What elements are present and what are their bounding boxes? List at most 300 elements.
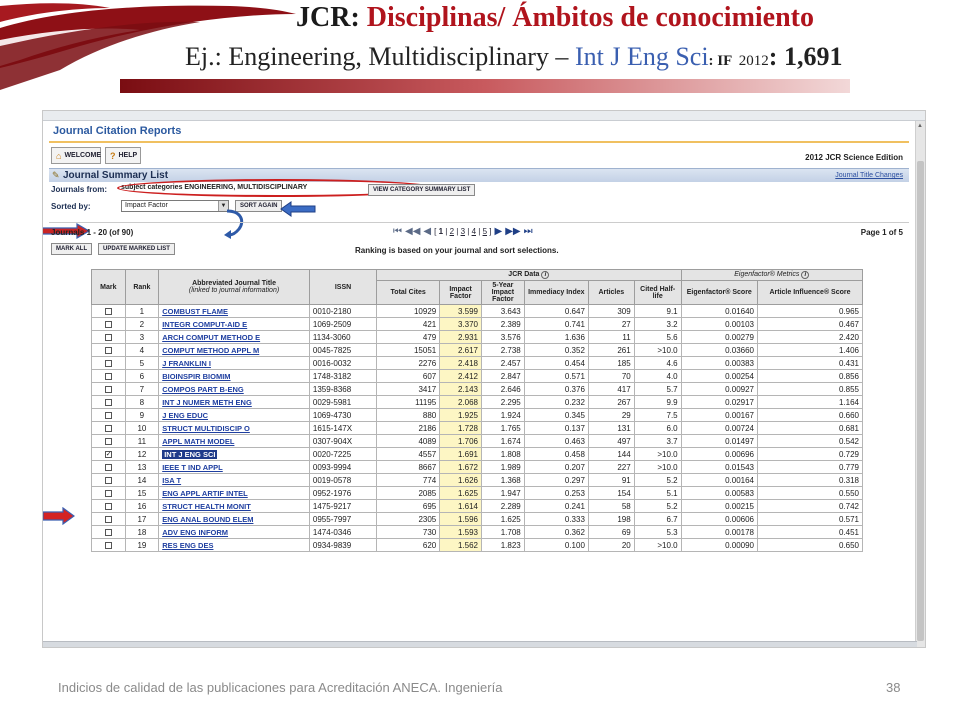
mark-checkbox[interactable] bbox=[105, 542, 112, 549]
cell-5yr-if: 2.847 bbox=[481, 370, 524, 383]
journals-range: Journals 1 - 20 (of 90) bbox=[51, 228, 134, 237]
header-issn: ISSN bbox=[309, 270, 376, 305]
header-jcr-data: JCR Data i bbox=[377, 270, 682, 281]
cell-rank: 14 bbox=[125, 474, 159, 487]
cell-mark bbox=[92, 318, 126, 331]
journal-title-link[interactable]: INT J NUMER METH ENG bbox=[162, 397, 252, 407]
cell-immediacy: 0.207 bbox=[524, 461, 588, 474]
cell-eigen-score: 0.00279 bbox=[681, 331, 757, 344]
cell-impact-factor: 1.728 bbox=[440, 422, 482, 435]
cell-issn: 1475-9217 bbox=[309, 500, 376, 513]
slide-title: JCR: Disciplinas/ Ámbitos de conocimiento bbox=[296, 2, 814, 33]
cell-total-cites: 2305 bbox=[377, 513, 440, 526]
cell-articles: 20 bbox=[588, 539, 634, 552]
journal-title-link[interactable]: BIOINSPIR BIOMIM bbox=[162, 371, 231, 381]
cell-mark bbox=[92, 305, 126, 318]
mark-checkbox[interactable] bbox=[105, 399, 112, 406]
cell-rank: 1 bbox=[125, 305, 159, 318]
cell-rank: 17 bbox=[125, 513, 159, 526]
table-row bbox=[92, 435, 863, 448]
cell-immediacy: 0.362 bbox=[524, 526, 588, 539]
title-changes-link[interactable]: Journal Title Changes bbox=[835, 172, 903, 179]
mark-checkbox[interactable] bbox=[105, 438, 112, 445]
journal-title-link[interactable]: COMBUST FLAME bbox=[162, 306, 229, 316]
cell-article-influence: 2.420 bbox=[758, 331, 863, 344]
cell-title bbox=[159, 461, 310, 474]
mark-checkbox[interactable] bbox=[105, 490, 112, 497]
note-icon: ✎ bbox=[52, 170, 60, 180]
cell-title bbox=[159, 409, 310, 422]
mark-checkbox[interactable] bbox=[105, 464, 112, 471]
cell-title bbox=[159, 318, 310, 331]
journal-title-link[interactable]: COMPOS PART B-ENG bbox=[162, 384, 244, 394]
cell-impact-factor: 2.418 bbox=[440, 357, 482, 370]
cell-5yr-if: 1.924 bbox=[481, 409, 524, 422]
cell-article-influence: 0.856 bbox=[758, 370, 863, 383]
info-icon[interactable]: i bbox=[541, 271, 549, 279]
slide-footer: Indicios de calidad de las publicaciones para Acreditación ANECA. Ingeniería bbox=[58, 680, 503, 695]
journal-title-link[interactable]: ISA T bbox=[162, 475, 182, 485]
mark-checkbox[interactable] bbox=[105, 334, 112, 341]
cell-total-cites: 774 bbox=[377, 474, 440, 487]
next-page-icon[interactable]: ▶ bbox=[494, 226, 503, 237]
cell-5yr-if: 1.708 bbox=[481, 526, 524, 539]
cell-immediacy: 0.741 bbox=[524, 318, 588, 331]
cell-rank: 10 bbox=[125, 422, 159, 435]
journal-title-link[interactable]: J FRANKLIN I bbox=[162, 358, 211, 368]
mark-checkbox[interactable] bbox=[105, 347, 112, 354]
jcr-logo: Journal Citation Reports bbox=[53, 125, 182, 137]
chevron-down-icon[interactable]: ▼ bbox=[218, 201, 228, 211]
header-articles: Articles bbox=[588, 281, 634, 305]
cell-total-cites: 3417 bbox=[377, 383, 440, 396]
cell-half-life: 5.2 bbox=[634, 474, 681, 487]
cell-impact-factor: 1.925 bbox=[440, 409, 482, 422]
cell-5yr-if: 1.625 bbox=[481, 513, 524, 526]
mark-checkbox[interactable] bbox=[105, 503, 112, 510]
cell-article-influence: 1.164 bbox=[758, 396, 863, 409]
cell-eigen-score: 0.01640 bbox=[681, 305, 757, 318]
mark-checkbox[interactable] bbox=[105, 516, 112, 523]
journal-title-link[interactable]: ARCH COMPUT METHOD E bbox=[162, 332, 261, 342]
section-divider bbox=[49, 222, 909, 223]
cell-article-influence: 0.965 bbox=[758, 305, 863, 318]
table-row bbox=[92, 370, 863, 383]
cell-immediacy: 0.253 bbox=[524, 487, 588, 500]
cell-rank: 9 bbox=[125, 409, 159, 422]
cell-immediacy: 0.352 bbox=[524, 344, 588, 357]
cell-5yr-if: 2.738 bbox=[481, 344, 524, 357]
cell-title bbox=[159, 539, 310, 552]
cell-5yr-if: 1.808 bbox=[481, 448, 524, 461]
cell-eigen-score: 0.00103 bbox=[681, 318, 757, 331]
cell-articles: 417 bbox=[588, 383, 634, 396]
journal-title-link[interactable]: STRUCT MULTIDISCIP O bbox=[162, 423, 250, 433]
cell-articles: 267 bbox=[588, 396, 634, 409]
cell-issn: 1474-0346 bbox=[309, 526, 376, 539]
cell-title bbox=[159, 331, 310, 344]
cell-eigen-score: 0.00167 bbox=[681, 409, 757, 422]
first-page-icon[interactable]: ⏮ bbox=[393, 226, 402, 237]
cell-rank: 11 bbox=[125, 435, 159, 448]
journal-title-link[interactable]: APPL MATH MODEL bbox=[162, 436, 235, 446]
cell-immediacy: 0.297 bbox=[524, 474, 588, 487]
header-half-life: Cited Half-life bbox=[634, 281, 681, 305]
cell-mark bbox=[92, 370, 126, 383]
cell-mark bbox=[92, 448, 126, 461]
header-5yr-if: 5-Year Impact Factor bbox=[481, 281, 524, 305]
view-category-button[interactable]: VIEW CATEGORY SUMMARY LIST bbox=[368, 184, 475, 196]
mark-checkbox[interactable] bbox=[105, 308, 112, 315]
cell-article-influence: 0.550 bbox=[758, 487, 863, 500]
table-row bbox=[92, 474, 863, 487]
cell-impact-factor: 2.068 bbox=[440, 396, 482, 409]
cell-half-life: 9.9 bbox=[634, 396, 681, 409]
slide-page-number: 38 bbox=[886, 680, 901, 695]
mark-checkbox[interactable] bbox=[105, 477, 112, 484]
cell-impact-factor: 1.593 bbox=[440, 526, 482, 539]
cell-rank: 3 bbox=[125, 331, 159, 344]
cell-rank: 15 bbox=[125, 487, 159, 500]
prev-page-icon[interactable]: ◀ bbox=[423, 226, 432, 237]
cell-issn: 0045-7825 bbox=[309, 344, 376, 357]
cell-eigen-score: 0.00583 bbox=[681, 487, 757, 500]
cell-article-influence: 0.742 bbox=[758, 500, 863, 513]
cell-immediacy: 0.376 bbox=[524, 383, 588, 396]
header-impact-factor: Impact Factor bbox=[440, 281, 482, 305]
cell-title bbox=[159, 513, 310, 526]
cell-article-influence: 0.571 bbox=[758, 513, 863, 526]
cell-half-life: 3.7 bbox=[634, 435, 681, 448]
cell-5yr-if: 2.289 bbox=[481, 500, 524, 513]
cell-5yr-if: 1.989 bbox=[481, 461, 524, 474]
cell-title bbox=[159, 370, 310, 383]
cell-total-cites: 479 bbox=[377, 331, 440, 344]
help-button[interactable]: ? HELP bbox=[105, 147, 141, 164]
table-row bbox=[92, 383, 863, 396]
cell-impact-factor: 2.931 bbox=[440, 331, 482, 344]
mark-checkbox[interactable] bbox=[105, 529, 112, 536]
cell-total-cites: 620 bbox=[377, 539, 440, 552]
cell-title bbox=[159, 500, 310, 513]
update-marked-button[interactable]: UPDATE MARKED LIST bbox=[98, 243, 175, 255]
cell-total-cites: 695 bbox=[377, 500, 440, 513]
ranking-note: Ranking is based on your journal and sort selections. bbox=[355, 246, 559, 255]
table-row bbox=[92, 344, 863, 357]
cell-mark bbox=[92, 435, 126, 448]
header-mark: Mark bbox=[92, 270, 126, 305]
cell-immediacy: 0.100 bbox=[524, 539, 588, 552]
cell-title bbox=[159, 344, 310, 357]
cell-title bbox=[159, 448, 310, 461]
table-row bbox=[92, 539, 863, 552]
taskbar-strip bbox=[43, 641, 917, 648]
cell-mark bbox=[92, 409, 126, 422]
cell-impact-factor: 3.599 bbox=[440, 305, 482, 318]
welcome-button[interactable]: ⌂ WELCOME bbox=[51, 147, 101, 164]
table-row bbox=[92, 409, 863, 422]
cell-mark bbox=[92, 487, 126, 500]
cell-immediacy: 0.137 bbox=[524, 422, 588, 435]
cell-articles: 27 bbox=[588, 318, 634, 331]
cell-title bbox=[159, 435, 310, 448]
cell-mark bbox=[92, 461, 126, 474]
cell-articles: 198 bbox=[588, 513, 634, 526]
cell-issn: 1134-3060 bbox=[309, 331, 376, 344]
cell-title bbox=[159, 474, 310, 487]
page-of-label: Page 1 of 5 bbox=[860, 228, 903, 237]
browser-toolbar-strip bbox=[43, 111, 926, 121]
cell-5yr-if: 3.643 bbox=[481, 305, 524, 318]
cell-eigen-score: 0.00696 bbox=[681, 448, 757, 461]
sort-select[interactable]: Impact Factor ▼ bbox=[121, 200, 229, 212]
red-arrow-icon bbox=[43, 507, 75, 525]
question-icon: ? bbox=[110, 150, 116, 161]
cell-impact-factor: 1.626 bbox=[440, 474, 482, 487]
cell-mark bbox=[92, 357, 126, 370]
cell-mark bbox=[92, 344, 126, 357]
mark-checkbox[interactable]: ✓ bbox=[105, 450, 112, 458]
mark-checkbox[interactable] bbox=[105, 360, 112, 367]
cell-issn: 1069-2509 bbox=[309, 318, 376, 331]
cell-5yr-if: 2.457 bbox=[481, 357, 524, 370]
cell-article-influence: 0.431 bbox=[758, 357, 863, 370]
last-page-icon[interactable]: ⏭ bbox=[523, 226, 533, 237]
cell-half-life: >10.0 bbox=[634, 461, 681, 474]
table-row bbox=[92, 305, 863, 318]
cell-articles: 497 bbox=[588, 435, 634, 448]
blue-arrow-icon bbox=[279, 201, 317, 217]
cell-5yr-if: 1.765 bbox=[481, 422, 524, 435]
cell-mark bbox=[92, 526, 126, 539]
cell-half-life: 5.6 bbox=[634, 331, 681, 344]
cell-issn: 0020-7225 bbox=[309, 448, 376, 461]
cell-rank: 19 bbox=[125, 539, 159, 552]
cell-impact-factor: 2.412 bbox=[440, 370, 482, 383]
cell-mark bbox=[92, 331, 126, 344]
journal-title-link[interactable]: COMPUT METHOD APPL M bbox=[162, 345, 260, 355]
journal-title-link[interactable]: ENG APPL ARTIF INTEL bbox=[162, 488, 248, 498]
header-title: Abbreviated Journal Title (linked to journal information) bbox=[159, 270, 310, 305]
cell-total-cites: 421 bbox=[377, 318, 440, 331]
cell-5yr-if: 1.947 bbox=[481, 487, 524, 500]
journal-title-link[interactable]: IEEE T IND APPL bbox=[162, 462, 223, 472]
cell-mark bbox=[92, 539, 126, 552]
table-row bbox=[92, 357, 863, 370]
cell-title bbox=[159, 487, 310, 500]
cell-immediacy: 1.636 bbox=[524, 331, 588, 344]
mark-checkbox[interactable] bbox=[105, 386, 112, 393]
cell-issn: 0019-0578 bbox=[309, 474, 376, 487]
header-rank: Rank bbox=[125, 270, 159, 305]
cell-articles: 227 bbox=[588, 461, 634, 474]
cell-impact-factor: 1.691 bbox=[440, 448, 482, 461]
cell-impact-factor: 3.370 bbox=[440, 318, 482, 331]
cell-issn: 0934-9839 bbox=[309, 539, 376, 552]
cell-articles: 70 bbox=[588, 370, 634, 383]
cell-immediacy: 0.333 bbox=[524, 513, 588, 526]
house-icon: ⌂ bbox=[56, 150, 62, 161]
cell-article-influence: 0.681 bbox=[758, 422, 863, 435]
cell-issn: 0016-0032 bbox=[309, 357, 376, 370]
cell-eigen-score: 0.01543 bbox=[681, 461, 757, 474]
cell-half-life: 5.2 bbox=[634, 500, 681, 513]
cell-issn: 0955-7997 bbox=[309, 513, 376, 526]
cell-immediacy: 0.463 bbox=[524, 435, 588, 448]
cell-articles: 29 bbox=[588, 409, 634, 422]
mark-checkbox[interactable] bbox=[105, 321, 112, 328]
sort-again-button[interactable]: SORT AGAIN bbox=[235, 200, 282, 212]
cell-articles: 185 bbox=[588, 357, 634, 370]
cell-eigen-score: 0.00178 bbox=[681, 526, 757, 539]
table-row bbox=[92, 331, 863, 344]
cell-rank: 16 bbox=[125, 500, 159, 513]
cell-total-cites: 607 bbox=[377, 370, 440, 383]
table-row bbox=[92, 500, 863, 513]
journals-from-label: Journals from: bbox=[51, 185, 108, 194]
prev-fast-icon[interactable]: ◀◀ bbox=[405, 226, 421, 237]
cell-half-life: 5.1 bbox=[634, 487, 681, 500]
cell-issn: 0029-5981 bbox=[309, 396, 376, 409]
cell-issn: 0010-2180 bbox=[309, 305, 376, 318]
page-link[interactable]: 2 bbox=[449, 227, 455, 236]
cell-article-influence: 1.406 bbox=[758, 344, 863, 357]
cell-half-life: 3.2 bbox=[634, 318, 681, 331]
journal-title-link[interactable]: STRUCT HEALTH MONIT bbox=[162, 501, 251, 511]
table-row bbox=[92, 422, 863, 435]
cell-issn: 0093-9994 bbox=[309, 461, 376, 474]
mark-checkbox[interactable] bbox=[105, 425, 112, 432]
cell-total-cites: 730 bbox=[377, 526, 440, 539]
cell-eigen-score: 0.03660 bbox=[681, 344, 757, 357]
cell-immediacy: 0.454 bbox=[524, 357, 588, 370]
cell-eigen-score: 0.00724 bbox=[681, 422, 757, 435]
cell-impact-factor: 1.596 bbox=[440, 513, 482, 526]
cell-article-influence: 0.855 bbox=[758, 383, 863, 396]
cell-eigen-score: 0.02917 bbox=[681, 396, 757, 409]
edition-label: 2012 JCR Science Edition bbox=[805, 153, 903, 162]
cell-total-cites: 880 bbox=[377, 409, 440, 422]
cell-rank: 6 bbox=[125, 370, 159, 383]
page-link[interactable]: 4 bbox=[471, 227, 477, 236]
cell-rank: 12 bbox=[125, 448, 159, 461]
cell-articles: 261 bbox=[588, 344, 634, 357]
cell-articles: 58 bbox=[588, 500, 634, 513]
table-row bbox=[92, 487, 863, 500]
jcr-screenshot bbox=[42, 110, 926, 648]
header-eigen-score: Eigenfactor® Score bbox=[681, 281, 757, 305]
cell-mark bbox=[92, 383, 126, 396]
cell-total-cites: 2085 bbox=[377, 487, 440, 500]
cell-article-influence: 0.660 bbox=[758, 409, 863, 422]
cell-article-influence: 0.729 bbox=[758, 448, 863, 461]
cell-total-cites: 11195 bbox=[377, 396, 440, 409]
cell-eigen-score: 0.00215 bbox=[681, 500, 757, 513]
table-row bbox=[92, 526, 863, 539]
cell-5yr-if: 1.368 bbox=[481, 474, 524, 487]
mark-checkbox[interactable] bbox=[105, 412, 112, 419]
cell-issn: 0952-1976 bbox=[309, 487, 376, 500]
sorted-by-label: Sorted by: bbox=[51, 202, 91, 211]
cell-article-influence: 0.318 bbox=[758, 474, 863, 487]
cell-immediacy: 0.232 bbox=[524, 396, 588, 409]
cell-half-life: 9.1 bbox=[634, 305, 681, 318]
table-row bbox=[92, 448, 863, 461]
cell-rank: 13 bbox=[125, 461, 159, 474]
scroll-thumb[interactable] bbox=[917, 161, 924, 641]
cell-issn: 1748-3182 bbox=[309, 370, 376, 383]
cell-title bbox=[159, 422, 310, 435]
journal-title-link[interactable]: INT J ENG SCI bbox=[164, 449, 216, 459]
header-article-influence: Article Influence® Score bbox=[758, 281, 863, 305]
cell-articles: 69 bbox=[588, 526, 634, 539]
table-row bbox=[92, 396, 863, 409]
cell-rank: 8 bbox=[125, 396, 159, 409]
subject-category: subject categories ENGINEERING, MULTIDISCIPLINARY bbox=[121, 184, 308, 191]
cell-impact-factor: 2.617 bbox=[440, 344, 482, 357]
cell-half-life: 5.7 bbox=[634, 383, 681, 396]
cell-total-cites: 2186 bbox=[377, 422, 440, 435]
page-link[interactable]: 5 bbox=[482, 227, 488, 236]
cell-mark bbox=[92, 422, 126, 435]
scroll-up-icon[interactable]: ▲ bbox=[917, 123, 923, 129]
cell-eigen-score: 0.00383 bbox=[681, 357, 757, 370]
cell-articles: 91 bbox=[588, 474, 634, 487]
cell-issn: 1359-8368 bbox=[309, 383, 376, 396]
table-row bbox=[92, 318, 863, 331]
curved-arrow-icon bbox=[221, 207, 251, 239]
cell-article-influence: 0.650 bbox=[758, 539, 863, 552]
cell-rank: 2 bbox=[125, 318, 159, 331]
page-links: [ 1 | 2 | 3 | 4 | 5 ] bbox=[434, 227, 492, 236]
cell-half-life: 5.3 bbox=[634, 526, 681, 539]
info-icon[interactable]: i bbox=[801, 271, 809, 279]
table-row bbox=[92, 513, 863, 526]
page-link[interactable]: 3 bbox=[460, 227, 466, 236]
journal-title-link[interactable]: INTEGR COMPUT-AID E bbox=[162, 319, 248, 329]
journal-title-link[interactable]: ADV ENG INFORM bbox=[162, 527, 229, 537]
cell-eigen-score: 0.00090 bbox=[681, 539, 757, 552]
cell-title bbox=[159, 383, 310, 396]
cell-issn: 1615-147X bbox=[309, 422, 376, 435]
cell-issn: 1069-4730 bbox=[309, 409, 376, 422]
journal-title-link[interactable]: J ENG EDUC bbox=[162, 410, 209, 420]
header-total-cites: Total Cites bbox=[377, 281, 440, 305]
cell-rank: 4 bbox=[125, 344, 159, 357]
cell-mark bbox=[92, 513, 126, 526]
mark-checkbox[interactable] bbox=[105, 373, 112, 380]
journal-title-link[interactable]: RES ENG DES bbox=[162, 540, 214, 550]
cell-5yr-if: 2.295 bbox=[481, 396, 524, 409]
cell-article-influence: 0.467 bbox=[758, 318, 863, 331]
cell-title bbox=[159, 305, 310, 318]
journal-title-link[interactable]: ENG ANAL BOUND ELEM bbox=[162, 514, 254, 524]
cell-total-cites: 2276 bbox=[377, 357, 440, 370]
cell-5yr-if: 1.823 bbox=[481, 539, 524, 552]
next-fast-icon[interactable]: ▶▶ bbox=[505, 226, 521, 237]
cell-immediacy: 0.458 bbox=[524, 448, 588, 461]
cell-eigen-score: 0.00606 bbox=[681, 513, 757, 526]
cell-rank: 7 bbox=[125, 383, 159, 396]
cell-5yr-if: 2.389 bbox=[481, 318, 524, 331]
mark-all-button[interactable]: MARK ALL bbox=[51, 243, 92, 255]
cell-half-life: 6.7 bbox=[634, 513, 681, 526]
vertical-scrollbar[interactable] bbox=[915, 121, 925, 648]
cell-articles: 131 bbox=[588, 422, 634, 435]
cell-articles: 309 bbox=[588, 305, 634, 318]
cell-rank: 5 bbox=[125, 357, 159, 370]
cell-half-life: 4.6 bbox=[634, 357, 681, 370]
